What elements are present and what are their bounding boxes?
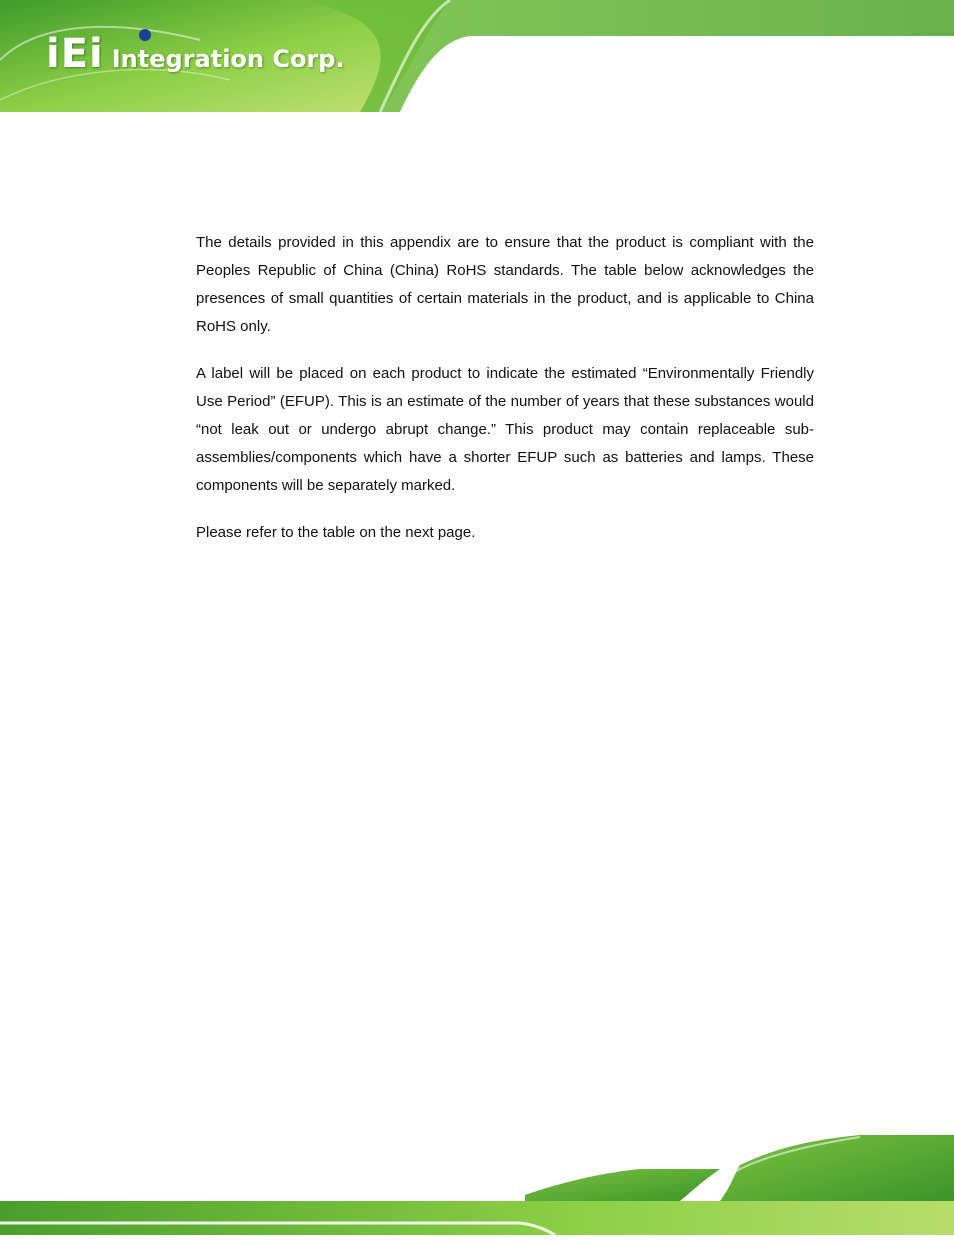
company-logo <box>46 26 345 76</box>
logo-dot-icon <box>139 29 151 41</box>
paragraph-efup-label: A label will be placed on each product to indicate the estimated “Environmentally Friendly Use Period” (EFUP). This is an estimate of the number of years that these substances would “not leak out or undergo abrupt change.” This product may contain replaceable sub-assemblies/components which have a shorter EFUP such as batteries and lamps. These components will be separately marked. <box>196 365 814 494</box>
footer-decoration <box>0 1133 954 1235</box>
footer-banner <box>0 1133 954 1235</box>
logo-mark: iEi <box>46 31 104 77</box>
appendix-body <box>196 229 814 566</box>
paragraph-refer-table: Please refer to the table on the next page. <box>196 524 476 541</box>
header-banner <box>0 0 954 115</box>
logo-text: Integration Corp. <box>111 45 345 73</box>
paragraph-rohs-intro: The details provided in this appendix are to ensure that the product is compliant with the Peoples Republic of China (China) RoHS standards. The table below acknowledges the presences of small quantities of certain materials in the product, and is applicable to China RoHS only. <box>196 234 814 335</box>
